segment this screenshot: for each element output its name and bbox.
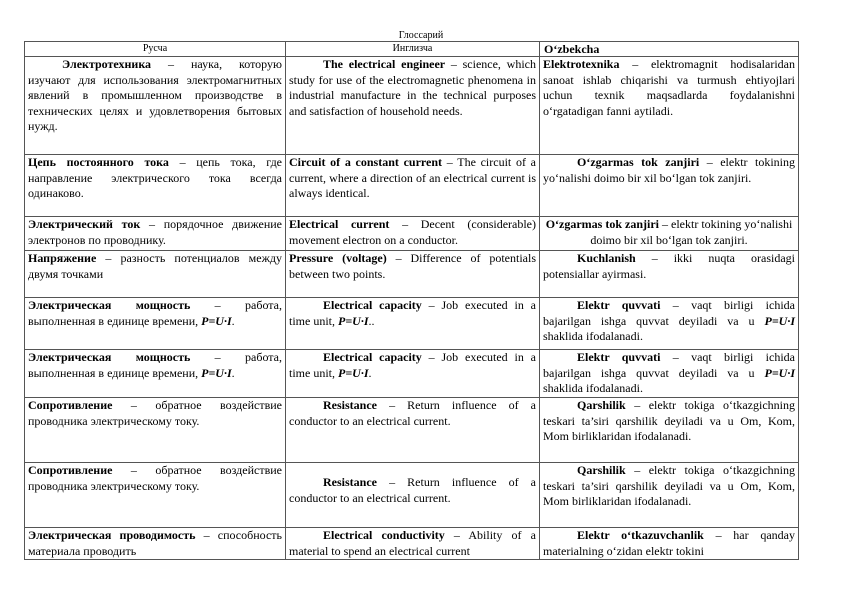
term: Цепь постоянного тока [28, 155, 169, 169]
cell-uzbek [540, 528, 799, 560]
document-title: Глоссарий [398, 30, 444, 41]
term: Электрический ток [28, 217, 141, 231]
table-row [25, 398, 799, 463]
definition: – elektr tokiga o‘tkazgichning teskari ta’siri qarshilik deyiladi va u Om, Kom, Mom birliklaridan ifodalanadi. [543, 463, 795, 509]
term: Circuit of a constant current [289, 155, 443, 169]
glossary-table [24, 41, 799, 560]
definition: – elektr tokining yo‘nalishi doimo bir xil bo‘lgan tok zanjiri. [590, 217, 793, 247]
cell-uzbek [540, 463, 799, 528]
term: Electrical capacity [323, 298, 422, 312]
term: Electrical conductivity [323, 528, 445, 542]
cell-russian [25, 528, 286, 560]
table-row [25, 350, 799, 398]
term: Electrical capacity [323, 350, 422, 364]
definition: – Decent (considerable) movement electron on a conductor. [289, 217, 536, 247]
term: Resistance [323, 475, 377, 489]
term: Сопротивление [28, 398, 113, 412]
definition-end: .. [368, 313, 375, 328]
definition: – обратное воздействие проводника электрическому току. [28, 463, 282, 493]
term: Resistance [323, 398, 377, 412]
cell-russian [25, 350, 286, 398]
cell-english [286, 398, 540, 463]
cell-russian [25, 298, 286, 350]
definition: – работа, выполненная в единице времени, [28, 350, 283, 380]
term: Elektrotexnika [543, 57, 620, 71]
formula: P=U∙I [201, 313, 232, 328]
definition: – порядочное движение электронов по проводнику. [28, 217, 282, 247]
cell-russian [25, 217, 286, 251]
term: Электрическая мощность [28, 298, 191, 312]
definition: – har qanday materialning o‘zidan elektr tokini [543, 528, 796, 558]
definition: – Ability of a material to spend an electrical current [289, 528, 536, 558]
definition: – Job executed in a time unit, [289, 298, 536, 328]
term: Электрическая мощность [28, 350, 191, 364]
definition: – обратное воздействие проводника электрическому току. [28, 398, 282, 428]
term: Сопротивление [28, 463, 113, 477]
definition: – The circuit of a current, where a direction of an electrical current is always identical. [289, 155, 537, 201]
definition: – ikki nuqta orasidagi potensiallar ayirmasi. [543, 251, 795, 281]
table-row [25, 298, 799, 350]
cell-uzbek [540, 155, 799, 217]
cell-english [286, 57, 540, 155]
table-row [25, 251, 799, 298]
cell-russian [25, 251, 286, 298]
cell-english [286, 463, 540, 528]
term: Электрическая проводимость [28, 528, 196, 542]
cell-uzbek [540, 350, 799, 398]
header-english: Инглизча [286, 42, 540, 57]
cell-uzbek [540, 217, 799, 251]
table-row [25, 155, 799, 217]
definition: – Return influence of a conductor to an electrical current. [289, 398, 536, 428]
term: Electrical current [289, 217, 390, 231]
cell-english [286, 298, 540, 350]
term: Электротехника [62, 57, 152, 71]
definition-end: shaklida ifodalanadi. [543, 329, 643, 344]
definition: – elektr tokining yo‘nalishi doimo bir xil bo‘lgan tok zanjiri. [543, 155, 795, 185]
table-row [25, 463, 799, 528]
header-russian: Русча [25, 42, 286, 57]
cell-uzbek [540, 251, 799, 298]
cell-english [286, 350, 540, 398]
table-row [25, 528, 799, 560]
term: Pressure (voltage) [289, 251, 387, 265]
formula: P=U∙I [764, 313, 795, 328]
definition: – elektromagnit hodisalaridan sanoat ishlab chiqarishi va turmush ehtiyojlari uchun texnik maqsadlarda foydalanishni o‘rgatadigan fanni aytiladi. [543, 57, 795, 118]
term: The electrical engineer [323, 57, 446, 71]
definition: – способность материала проводить [28, 528, 282, 558]
definition: – цепь тока, где направление электрического тока всегда одинаково. [28, 155, 282, 201]
header-row [25, 42, 799, 57]
definition: – vaqt birligi ichida bajarilgan ishga quvvat deyiladi va u [543, 350, 795, 380]
formula: P=U∙I [201, 365, 232, 380]
definition: – Job executed in a time unit, [289, 350, 536, 380]
cell-uzbek [540, 57, 799, 155]
definition-end: . [231, 313, 235, 328]
definition-end: . [231, 365, 235, 380]
cell-russian [25, 398, 286, 463]
term: Kuchlanish [577, 251, 636, 265]
term: Elektr quvvati [577, 350, 661, 364]
definition: – Difference of potentials between two points. [289, 251, 536, 281]
definition: – vaqt birligi ichida bajarilgan ishga quvvat deyiladi va u [543, 298, 795, 328]
formula: P=U∙I [764, 365, 795, 380]
term: Elektr o‘tkazuvchanlik [577, 528, 704, 542]
term: Напряжение [28, 251, 97, 265]
cell-russian [25, 463, 286, 528]
term: O‘zgarmas tok zanjiri [577, 155, 700, 169]
cell-uzbek [540, 298, 799, 350]
definition: – работа, выполненная в единице времени, [28, 298, 283, 328]
definition: – science, which study for use of the electromagnetic phenomena in industrial manufacture in the technical purposes and satisfaction of household needs. [289, 57, 537, 118]
definition: – Return influence of a conductor to an electrical current. [289, 475, 536, 505]
term: Qarshilik [577, 398, 626, 412]
cell-uzbek [540, 398, 799, 463]
cell-english [286, 528, 540, 560]
term: Qarshilik [577, 463, 626, 477]
cell-english [286, 155, 540, 217]
cell-english [286, 217, 540, 251]
cell-russian [25, 155, 286, 217]
cell-english [286, 251, 540, 298]
definition: – разность потенциалов между двумя точками [28, 251, 282, 281]
formula: P=U∙I [338, 365, 369, 380]
definition-end: . [368, 365, 372, 380]
definition: – наука, которую изучают для использования электромагнитных явлений в промышленном производстве в технических целях и удовлетворения бытовых нужд. [28, 57, 282, 134]
table-row [25, 217, 799, 251]
header-uzbek: O‘zbekcha [540, 42, 799, 57]
definition: – elektr tokiga o‘tkazgichning teskari ta’siri qarshilik deyiladi va u Om, Kom, Mom birliklaridan ifodalanadi. [543, 398, 795, 444]
cell-russian [25, 57, 286, 155]
term: Elektr quvvati [577, 298, 661, 312]
term: O‘zgarmas tok zanjiri [545, 217, 659, 231]
formula: P=U∙I [338, 313, 369, 328]
table-row [25, 57, 799, 155]
definition-end: shaklida ifodalanadi. [543, 381, 643, 396]
